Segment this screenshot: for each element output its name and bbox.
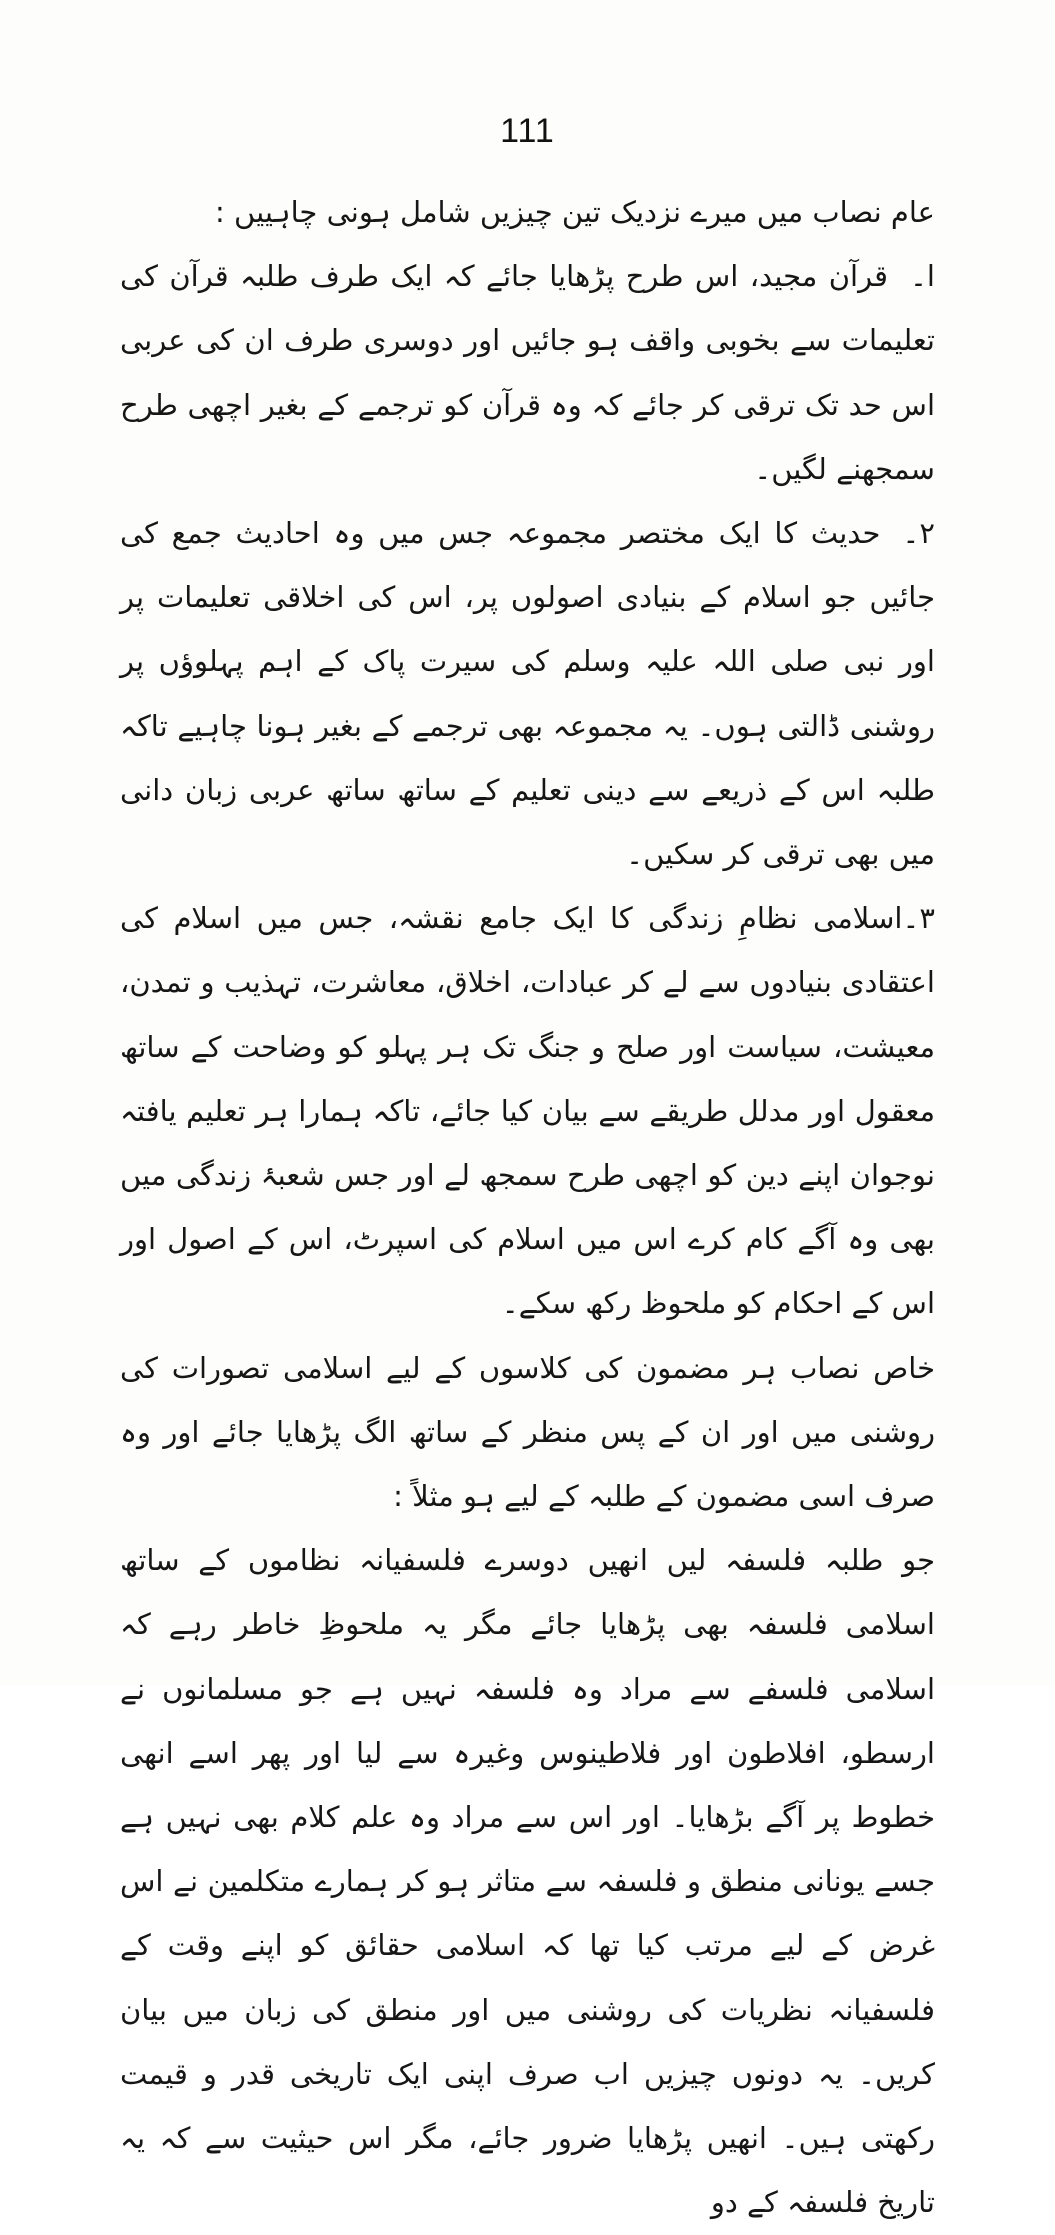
item-number: ا۔ [909, 259, 935, 294]
item-number: ۳۔ [902, 901, 935, 936]
paragraph-item-1 [120, 244, 935, 501]
item-number: ۲۔ [902, 516, 935, 551]
paragraph-text: جو طلبہ فلسفہ لیں انھیں دوسرے فلسفیانہ نظاموں کے ساتھ اسلامی فلسفہ بھی پڑھایا جائے مگر یہ ملحوظِ خاطر رہے کہ اسلامی فلسفے سے مراد وہ فلسفہ نہیں ہے جو مسلمانوں نے ارسطو، افلاطون اور فلاطینوس وغیرہ سے لیا اور پھر اسے انھی خطوط پر آگے بڑھایا۔ اور اس سے مراد وہ علم کلام بھی نہیں ہے جسے یونانی منطق و فلسفہ سے متاثر ہو کر ہمارے متکلمین نے اس غرض کے لیے مرتب کیا تھا کہ اسلامی حقائق کو اپنے وقت کے فلسفیانہ نظریات کی روشنی میں اور منطق کی زبان میں بیان کریں۔ یہ دونوں چیزیں اب صرف اپنی ایک تاریخی قدر و قیمت رکھتی ہیں۔ انھیں پڑھایا ضرور جائے، مگر اس حیثیت سے کہ یہ تاریخ فلسفہ کے دو [120, 1543, 936, 2220]
urdu-body-text [120, 180, 935, 2235]
page-number: 111 [500, 112, 555, 150]
paragraph-text: عام نصاب میں میرے نزدیک تین چیزیں شامل ہونی چاہییں : [215, 195, 935, 229]
paragraph-special-curriculum [120, 1336, 935, 1529]
paragraph-text: اسلامی نظامِ زندگی کا ایک جامع نقشہ، جس میں اسلام کی اعتقادی بنیادوں سے لے کر عبادات، اخلاق، معاشرت، تہذیب و تمدن، معیشت، سیاست اور صلح و جنگ تک ہر پہلو کو وضاحت کے ساتھ معقول اور مدلل طریقے سے بیان کیا جائے، تاکہ ہمارا ہر تعلیم یافتہ نوجوان اپنے دین کو اچھی طرح سمجھ لے اور جس شعبۂ زندگی میں بھی وہ آگے کام کرے اس میں اسلام کی اسپرٹ، اس کے اصول اور اس کے احکام کو ملحوظ رکھ سکے۔ [120, 901, 935, 1321]
paragraph-text: حدیث کا ایک مختصر مجموعہ جس میں وہ احادیث جمع کی جائیں جو اسلام کے بنیادی اصولوں پر، اس کی اخلاقی تعلیمات پر اور نبی صلی اللہ علیہ وسلم کی سیرت پاک کے اہم پہلوؤں پر روشنی ڈالتی ہوں۔ یہ مجموعہ بھی ترجمے کے بغیر ہونا چاہیے تاکہ طلبہ اس کے ذریعے سے دینی تعلیم کے ساتھ ساتھ عربی زبان دانی میں بھی ترقی کر سکیں۔ [120, 516, 935, 872]
paragraph-philosophy [120, 1528, 935, 2234]
paragraph-intro [120, 180, 935, 244]
paragraph-text: خاص نصاب ہر مضمون کی کلاسوں کے لیے اسلامی تصورات کی روشنی میں اور ان کے پس منظر کے ساتھ الگ پڑھایا جائے اور وہ صرف اسی مضمون کے طلبہ کے لیے ہو مثلاً : [120, 1350, 935, 1514]
paragraph-item-3 [120, 886, 935, 1335]
paragraph-text: قرآن مجید، اس طرح پڑھایا جائے کہ ایک طرف طلبہ قرآن کی تعلیمات سے بخوبی واقف ہو جائیں اور دوسری طرف ان کی عربی اس حد تک ترقی کر جائے کہ وہ قرآن کو ترجمے کے بغیر اچھی طرح سمجھنے لگیں۔ [120, 259, 935, 486]
paragraph-item-2 [120, 501, 935, 886]
